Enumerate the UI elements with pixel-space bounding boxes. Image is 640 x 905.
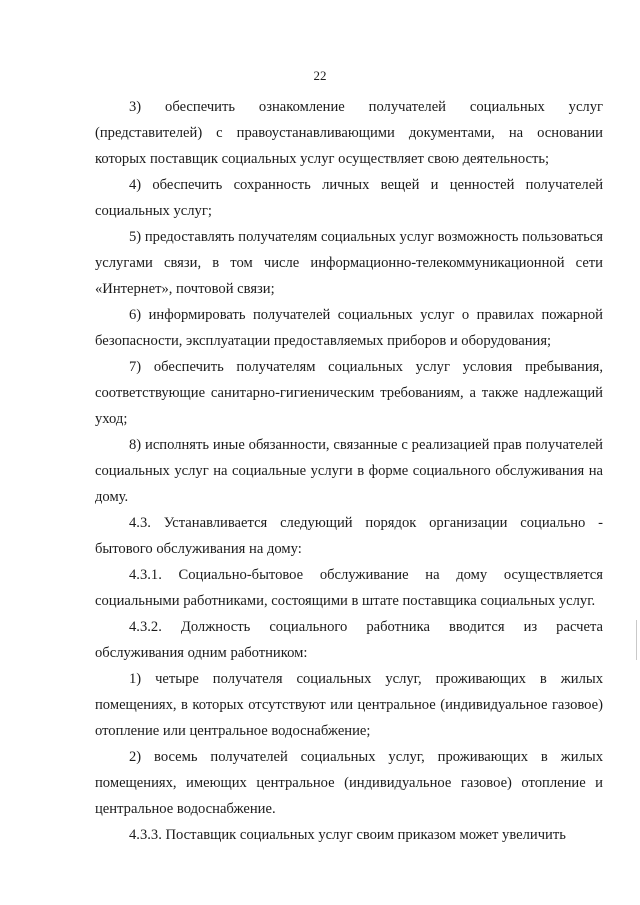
subitem-2: 2) восемь получателей социальных услуг, проживающих в жилых помещениях, имеющих центральное (индивидуальное газовое) отопление и центральное водоснабжение.: [95, 749, 603, 817]
section-4-3-3: 4.3.3. Поставщик социальных услуг своим приказом может увеличить: [129, 827, 566, 843]
section-4-3-2: 4.3.2. Должность социального работника вводится из расчета обслуживания одним работником:: [95, 619, 603, 661]
list-item-7: 7) обеспечить получателям социальных услуг условия пребывания, соответствующие санитарно-гигиеническим требованиям, а также надлежащий уход;: [95, 359, 603, 427]
subitem-1: 1) четыре получателя социальных услуг, проживающих в жилых помещениях, в которых отсутствуют или центральное (индивидуальное газовое) отопление или центральное водоснабжение;: [95, 671, 603, 739]
list-item-4: 4) обеспечить сохранность личных вещей и ценностей получателей социальных услуг;: [95, 177, 603, 219]
page-number: 22: [313, 68, 327, 83]
list-item-8: 8) исполнять иные обязанности, связанные с реализацией прав получателей социальных услуг на социальные услуги в форме социального обслуживания на дому.: [95, 437, 603, 505]
list-item-3: 3) обеспечить ознакомление получателей социальных услуг (представителей) с правоустанавливающими документами, на основании которых поставщик социальных услуг осуществляет свою деятельность;: [95, 99, 603, 167]
scan-edge-mark: [636, 620, 637, 660]
section-4-3: 4.3. Устанавливается следующий порядок организации социально - бытового обслуживания на дому:: [95, 515, 603, 557]
list-item-6: 6) информировать получателей социальных услуг о правилах пожарной безопасности, эксплуатации предоставляемых приборов и оборудования;: [95, 307, 603, 349]
list-item-5: 5) предоставлять получателям социальных услуг возможность пользоваться услугами связи, в том числе информационно-телекоммуникационной сети «Интернет», почтовой связи;: [95, 229, 603, 297]
section-4-3-1: 4.3.1. Социально-бытовое обслуживание на дому осуществляется социальными работниками, состоящими в штате поставщика социальных услуг.: [95, 567, 603, 609]
document-body: [95, 94, 603, 848]
